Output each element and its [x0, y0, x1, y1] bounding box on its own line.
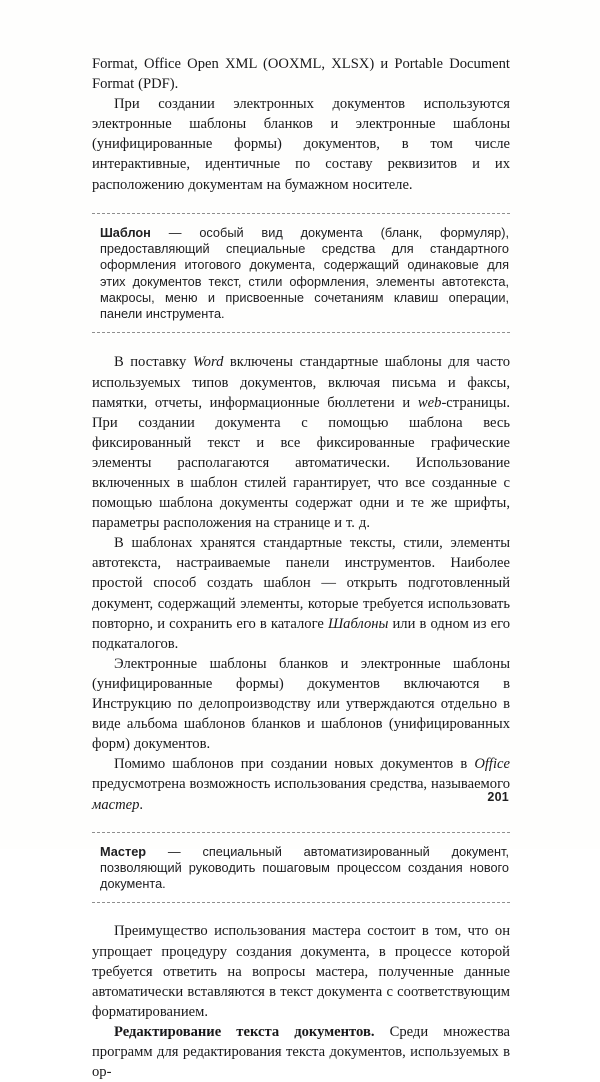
text-run-3: web: [417, 394, 442, 411]
spacer: [92, 195, 510, 213]
paragraph-master-intro: [92, 754, 510, 814]
callout-text: [100, 844, 509, 893]
text-run-0: Format, Office Open XML (OOXML, XLSX) и Portable Document Format (PDF).: [92, 56, 510, 93]
text-run-0: Преимущество использования мастера состоит в том, что он упрощает процедуру создания документа, в процессе которой требуется ответить на вопросы мастера, полученные данные автоматически вставляются в текст документа с соответствующим форматированием.: [92, 923, 510, 1020]
spacer: [92, 333, 510, 352]
text-run-2: предусмотрена возможность использования средства, называемого: [92, 776, 510, 793]
paragraph-electronic-templates: [92, 94, 510, 194]
text-run-4: -страницы. При создании документа с помощью шаблона весь фиксированный текст и все фиксированные графические элементы располагаются автоматически. Использование включенных в шаблон стилей гарантирует, что все созданные с помощью шаблона документы содержат одни и те же шрифты, параметры расположения на странице и т. д.: [92, 394, 510, 532]
text-run-1: Word: [192, 354, 224, 371]
callout-term: Мастер: [100, 843, 147, 859]
text-run-0: В поставку: [114, 354, 193, 371]
text-run-1: Office: [474, 756, 510, 773]
text-run-3: мастер: [92, 796, 140, 813]
callout-inner: [92, 844, 510, 893]
callout-text: [100, 225, 509, 323]
paragraph-word-delivery: [92, 352, 510, 533]
callout-dash: —: [150, 224, 200, 240]
text-run-0: При создании электронных документов используются электронные шаблоны бланков и электронные шаблоны (унифицированные формы) документов, в том числе интерактивные, идентичные по составу реквизитов и их расположению документам на бумажном носителе.: [92, 96, 510, 193]
paragraph-instruction: [92, 654, 510, 754]
spacer: [92, 903, 510, 921]
text-run-2: или в одном из его подкаталогов.: [92, 615, 510, 652]
text-column: [92, 54, 510, 1082]
callout-inner: [92, 225, 510, 323]
paragraph-templates-store: [92, 533, 510, 654]
text-run-0: Помимо шаблонов при создании новых документов в: [114, 756, 475, 773]
callout-term: Шаблон: [100, 224, 151, 240]
text-run-0: Редактирование текста документов.: [114, 1023, 375, 1040]
paragraph-formats: [92, 54, 510, 94]
callout-definition-master: [92, 832, 510, 904]
text-run-0: Электронные шаблоны бланков и электронные шаблоны (унифицированные формы) документов включаются в Инструкцию по делопроизводству или утверждаются отдельно в виде альбома шаблонов бланков и шаблонов (унифицированных форм) документов.: [92, 655, 510, 753]
text-run-2: включены стандартные шаблоны для часто используемых типов документов, включая письма и факсы, памятки, отчеты, информационные бюллетени и: [92, 354, 510, 411]
paragraph-editing-heading: [92, 1022, 510, 1082]
callout-dash: —: [146, 843, 203, 859]
text-run-0: В шаблонах хранятся стандартные тексты, стили, элементы автотекста, настраиваемые панели инструментов. Наиболее простой способ создать шаблон — открыть подготовленный документ, содержащий элементы, которые требуется использовать повторно, и сохранить его в каталоге: [92, 535, 510, 632]
text-run-1: Среди множества программ для редактирования текста документов, используемых в ор-: [92, 1023, 510, 1081]
text-run-1: Шаблоны: [327, 615, 389, 632]
callout-definition: особый вид документа (бланк, формуляр), предоставляющий специальные средства для стандартного оформления итогового документа, содержащий одинаковые для этих документов текст, стили оформления, элементы автотекста, макросы, меню и присвоенные сочетаниям клавиш операции, панели инструмента.: [100, 224, 509, 322]
text-run-4: .: [139, 796, 144, 813]
paragraph-master-advantage: [92, 921, 510, 1021]
callout-definition-shablon: [92, 213, 510, 334]
callout-definition: специальный автоматизированный документ, позволяющий руководить пошаговым процессом создания нового документа.: [100, 843, 509, 892]
page-number: 201: [487, 790, 509, 804]
spacer: [92, 815, 510, 832]
